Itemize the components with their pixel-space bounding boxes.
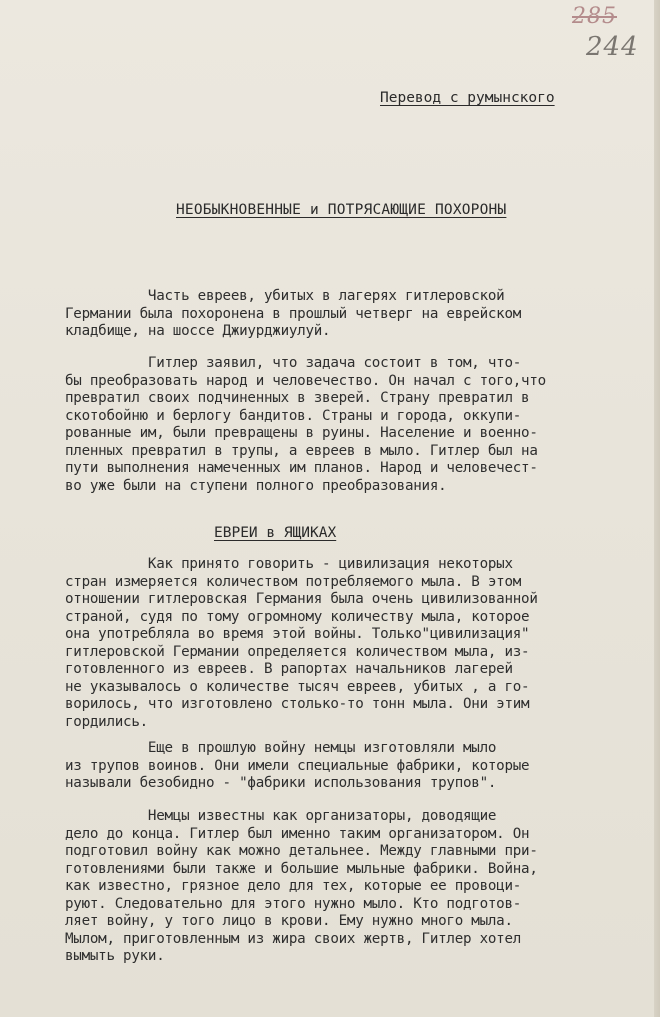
paragraph-4: Еще в прошлую войну немцы изготовляли мыло из трупов воинов. Они имели специальные фабрики, которые называли безобидно - "фабрики использования трупов".	[65, 740, 530, 791]
section-heading: ЕВРЕИ в ЯЩИКАХ	[214, 525, 337, 541]
paragraph-2: Гитлер заявил, что задача состоит в том, что- бы преобразовать народ и человечество. Он начал с того,что превратил своих подчиненных в зверей. Страну превратил в скотобойню и берлогу бандитов. Страны и города, оккупи- рованные им, были превращены в руины. Население и военно- пленных превратил в трупы, а евреев в мыло. Гитлер был на пути выполнения намеченных им планов. Народ и человечест- во уже были на ступени полного преобразования.	[65, 355, 546, 494]
archive-number-new: 244	[586, 32, 639, 62]
page-edge	[654, 0, 660, 1017]
archive-number-old: 285	[572, 4, 617, 29]
paragraph-3: Как принято говорить - цивилизация некоторых стран измеряется количеством потребляемого мыла. В этом отношении гитлеровская Германия была очень цивилизованной страной, судя по тому огромному количеству мыла, которое она употребляла во время этой войны. Только"цивилизация" гитлеровской Германии определяется количеством мыла, из- готовленного из евреев. В рапортах начальников лагерей не указывалось о количестве тысяч евреев, убитых , а го- ворилось, что изготовлено столько-то тонн мыла. Они этим гордились.	[65, 556, 538, 730]
paragraph-5: Немцы известны как организаторы, доводящие дело до конца. Гитлер был именно таким организатором. Он подготовил войну как можно детальнее. Между главными при- готовлениями были также и большие мыльные фабрики. Война, как известно, грязное дело для тех, которые ее провоци- руют. Следовательно для этого нужно мыло. Кто подготов- ляет войну, у того лицо в крови. Ему нужно много мыла. Мылом, приготовленным из жира своих жертв, Гитлер хотел вымыть руки.	[65, 808, 538, 964]
paragraph-1: Часть евреев, убитых в лагерях гитлеровской Германии была похоронена в прошлый четверг на еврейском кладбище, на шоссе Джиурджиулуй.	[65, 288, 522, 339]
translation-note: Перевод с румынского	[380, 90, 555, 106]
document-title: НЕОБЫКНОВЕННЫЕ и ПОТРЯСАЮЩИЕ ПОХОРОНЫ	[176, 202, 507, 218]
